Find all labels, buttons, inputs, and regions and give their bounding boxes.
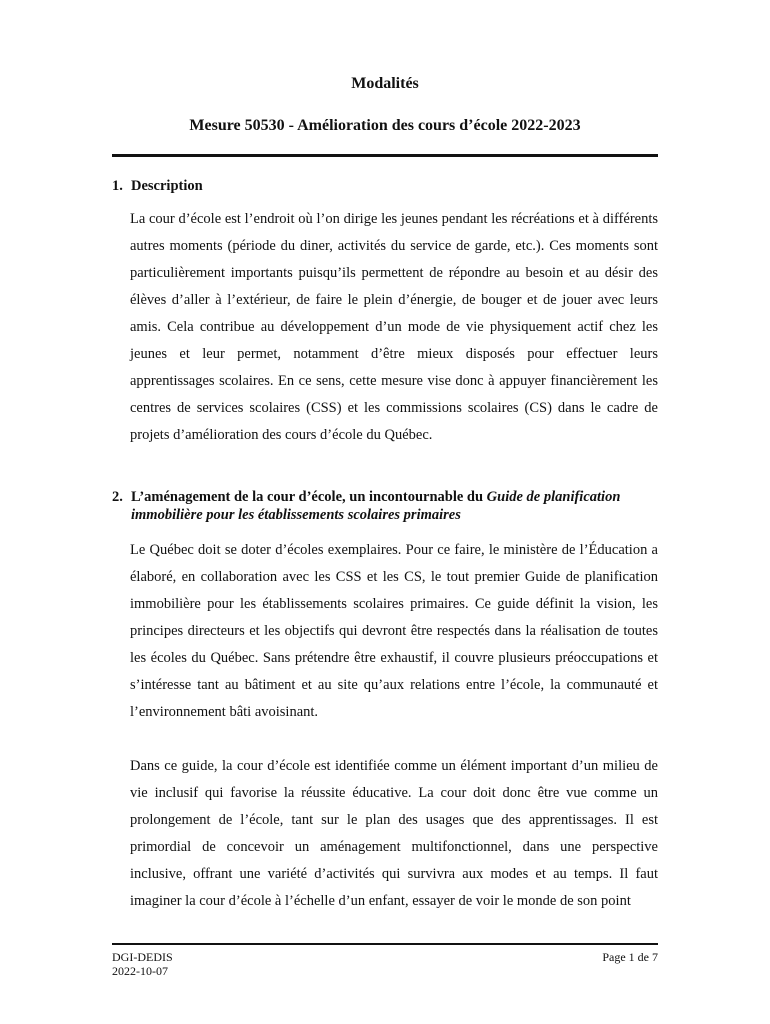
section-1-paragraph: La cour d’école est l’endroit où l’on dirige les jeunes pendant les récréations et à différents autres moments (période du diner, activités du service de garde, etc.). Ces moments sont particulièrement importants puisqu’ils permettent de répondre au besoin et au désir des élèves d’aller à l’extérieur, de faire le plein d’énergie, de bouger et de jouer avec leurs amis. Cela contribue au développement d’un mode de vie physiquement actif chez les jeunes et leur permet, notamment d’être mieux disposés pour effectuer leurs apprentissages scolaires. En ce sens, cette mesure vise donc à appuyer financièrement les centres de services scolaires (CSS) et les commissions scolaires (CS) dans le cadre de projets d’amélioration des cours d’école du Québec. [130,211,658,443]
section-title [131,488,658,524]
section-title-prefix: L’aménagement de la cour d’école, un incontournable du [131,489,487,505]
footer-org: DGI-DEDIS [112,950,173,964]
footer-date: 2022-10-07 [112,964,168,978]
document-subtitle: Mesure 50530 - Amélioration des cours d’école 2022-2023 [189,117,581,134]
section-number: 2. [112,489,123,505]
section-2-paragraph-2: Dans ce guide, la cour d’école est identifiée comme un élément important d’un milieu de vie inclusif qui favorise la réussite éducative. La cour doit donc être vue comme un prolongement de l’école, tant sur le plan des usages que des apprentissages. Il est primordial de concevoir un aménagement multifonctionnel, dans une perspective inclusive, offrant une variété d’activités qui survivra aux modes et au temps. Il faut imaginer la cour d’école à l’échelle d’un enfant, essayer de voir le monde de son point [130,758,658,909]
footer-divider [112,943,658,945]
guide-title: Guide de planification immobilière pour les établissements scolaires primaires [131,489,621,523]
page-number: Page 1 de 7 [602,950,658,964]
section-2-paragraph-1: Le Québec doit se doter d’écoles exemplaires. Pour ce faire, le ministère de l’Éducation a élaboré, en collaboration avec les CSS et les CS, le tout premier Guide de planification immobilière pour les établissements scolaires primaires. Ce guide définit la vision, les principes directeurs et les objectifs qui devront être respectés dans la réalisation de toutes les écoles du Québec. Sans prétendre être exhaustif, il couvre plusieurs préoccupations et s’intéresse tant au bâtiment et au site qu’aux relations entre l’école, la communauté et l’environnement bâti avoisinant. [130,542,658,720]
document-title: Modalités [351,75,419,92]
section-number: 1. [112,178,123,194]
section-title: Description [131,178,203,194]
header-divider [112,154,658,157]
